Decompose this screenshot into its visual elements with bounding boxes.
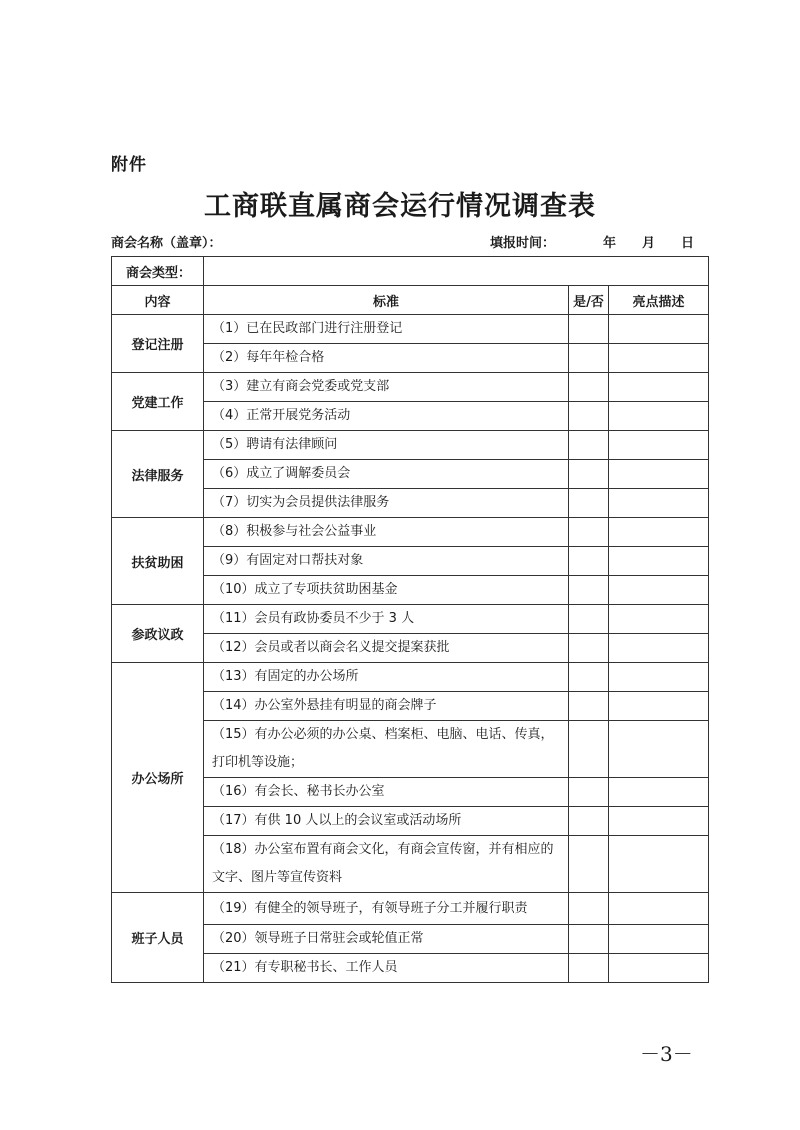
highlight-cell[interactable] (609, 893, 709, 925)
yes-no-cell[interactable] (569, 402, 609, 431)
standard-item: （13）有固定的办公场所 (204, 663, 569, 692)
table-row (112, 605, 709, 634)
standard-item: （11）会员有政协委员不少于 3 人 (204, 605, 569, 634)
standard-item: （20）领导班子日常驻会或轮值正常 (204, 925, 569, 954)
highlight-cell[interactable] (609, 489, 709, 518)
highlight-cell[interactable] (609, 954, 709, 983)
yes-no-cell[interactable] (569, 518, 609, 547)
yes-no-cell[interactable] (569, 460, 609, 489)
standard-item: （17）有供 10 人以上的会议室或活动场所 (204, 807, 569, 836)
standard-item: （4）正常开展党务活动 (204, 402, 569, 431)
standard-item: （5）聘请有法律顾问 (204, 431, 569, 460)
highlight-cell[interactable] (609, 576, 709, 605)
standard-item: （2）每年年检合格 (204, 344, 569, 373)
table-row (112, 315, 709, 344)
yes-no-cell[interactable] (569, 663, 609, 692)
attachment-label: 附件 (111, 155, 147, 175)
standard-item: （10）成立了专项扶贫助困基金 (204, 576, 569, 605)
highlight-cell[interactable] (609, 518, 709, 547)
yes-no-cell[interactable] (569, 315, 609, 344)
standard-item: （15）有办公必须的办公桌、档案柜、电脑、电话、传真，打印机等设施； (204, 721, 569, 778)
header-highlights: 亮点描述 (609, 286, 709, 315)
yes-no-cell[interactable] (569, 692, 609, 721)
table-row (112, 431, 709, 460)
yes-no-cell[interactable] (569, 836, 609, 893)
category-politics: 参政议政 (112, 605, 204, 663)
highlight-cell[interactable] (609, 460, 709, 489)
highlight-cell[interactable] (609, 315, 709, 344)
standard-item: （12）会员或者以商会名义提交提案获批 (204, 634, 569, 663)
fill-date (490, 232, 694, 251)
survey-table (111, 256, 709, 983)
yes-no-cell[interactable] (569, 634, 609, 663)
yes-no-cell[interactable] (569, 893, 609, 925)
header-yes-no: 是/否 (569, 286, 609, 315)
table-row (112, 373, 709, 402)
highlight-cell[interactable] (609, 634, 709, 663)
chamber-name-label: 商会名称（盖章）： (111, 236, 222, 251)
category-office: 办公场所 (112, 663, 204, 893)
highlight-cell[interactable] (609, 605, 709, 634)
yes-no-cell[interactable] (569, 778, 609, 807)
category-party: 党建工作 (112, 373, 204, 431)
table-row (112, 663, 709, 692)
day-label: 日 (681, 236, 695, 251)
chamber-type-label: 商会类型： (112, 257, 204, 286)
highlight-cell[interactable] (609, 692, 709, 721)
header-standard: 标准 (204, 286, 569, 315)
category-leadership: 班子人员 (112, 893, 204, 983)
yes-no-cell[interactable] (569, 576, 609, 605)
standard-item: （3）建立有商会党委或党支部 (204, 373, 569, 402)
yes-no-cell[interactable] (569, 373, 609, 402)
standard-item: （8）积极参与社会公益事业 (204, 518, 569, 547)
highlight-cell[interactable] (609, 431, 709, 460)
yes-no-cell[interactable] (569, 344, 609, 373)
yes-no-cell[interactable] (569, 721, 609, 778)
yes-no-cell[interactable] (569, 489, 609, 518)
table-row (112, 518, 709, 547)
highlight-cell[interactable] (609, 925, 709, 954)
chamber-type-field[interactable] (204, 257, 709, 286)
category-legal: 法律服务 (112, 431, 204, 518)
standard-item: （7）切实为会员提供法律服务 (204, 489, 569, 518)
form-title: 工商联直属商会运行情况调查表 (204, 191, 596, 222)
yes-no-cell[interactable] (569, 925, 609, 954)
highlight-cell[interactable] (609, 807, 709, 836)
standard-item: （21）有专职秘书长、工作人员 (204, 954, 569, 983)
standard-item: （1）已在民政部门进行注册登记 (204, 315, 569, 344)
month-label: 月 (642, 236, 656, 251)
yes-no-cell[interactable] (569, 954, 609, 983)
standard-item: （18）办公室布置有商会文化，有商会宣传窗，并有相应的文字、图片等宣传资料 (204, 836, 569, 893)
yes-no-cell[interactable] (569, 431, 609, 460)
category-registration: 登记注册 (112, 315, 204, 373)
highlight-cell[interactable] (609, 836, 709, 893)
year-label: 年 (603, 236, 617, 251)
table-row (112, 893, 709, 925)
category-poverty: 扶贫助困 (112, 518, 204, 605)
standard-item: （19）有健全的领导班子，有领导班子分工并履行职责 (204, 893, 569, 925)
fill-date-label: 填报时间： (490, 236, 556, 251)
yes-no-cell[interactable] (569, 605, 609, 634)
standard-item: （6）成立了调解委员会 (204, 460, 569, 489)
yes-no-cell[interactable] (569, 807, 609, 836)
highlight-cell[interactable] (609, 778, 709, 807)
standard-item: （14）办公室外悬挂有明显的商会牌子 (204, 692, 569, 721)
highlight-cell[interactable] (609, 721, 709, 778)
highlight-cell[interactable] (609, 663, 709, 692)
highlight-cell[interactable] (609, 344, 709, 373)
highlight-cell[interactable] (609, 373, 709, 402)
standard-item: （16）有会长、秘书长办公室 (204, 778, 569, 807)
standard-item: （9）有固定对口帮扶对象 (204, 547, 569, 576)
page-number: －3－ (640, 1042, 693, 1066)
yes-no-cell[interactable] (569, 547, 609, 576)
highlight-cell[interactable] (609, 547, 709, 576)
highlight-cell[interactable] (609, 402, 709, 431)
header-content: 内容 (112, 286, 204, 315)
